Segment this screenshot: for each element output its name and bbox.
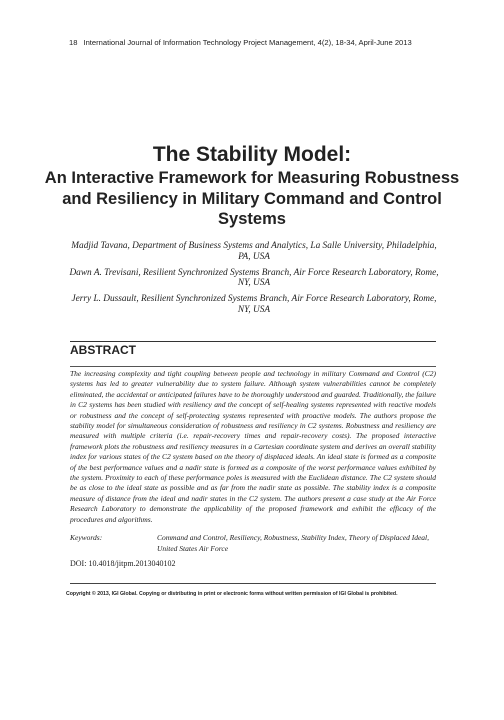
divider xyxy=(70,366,436,367)
running-header xyxy=(69,38,449,47)
keywords-label: Keywords: xyxy=(70,533,103,542)
author-affiliation: Madjid Tavana, Department of Business Systems and Analytics, La Salle University, Philadelphia, PA, USA xyxy=(71,241,437,262)
divider xyxy=(70,341,436,342)
abstract-heading: ABSTRACT xyxy=(70,343,136,357)
author-affiliation: Jerry L. Dussault, Resilient Synchronized Systems Branch, Air Force Research Laboratory, Rome, NY, USA xyxy=(71,294,437,315)
journal-citation: International Journal of Information Technology Project Management, 4(2), 18-34, April-June 2013 xyxy=(83,38,412,47)
keywords-list: Command and Control, Resiliency, Robustness, Stability Index, Theory of Displaced Ideal, United States Air Force xyxy=(157,533,429,553)
author-list xyxy=(66,241,442,321)
author-affiliation: Dawn A. Trevisani, Resilient Synchronized Systems Branch, Air Force Research Laboratory, Rome, NY, USA xyxy=(69,267,439,289)
doi-link[interactable]: DOI: 10.4018/jitpm.2013040102 xyxy=(70,559,176,568)
page-number: 18 xyxy=(69,38,78,47)
copyright-notice: Copyright © 2013, IGI Global. Copying or distributing in print or electronic forms without written permission of IGI Global is prohibited. xyxy=(66,591,398,597)
abstract-body: The increasing complexity and tight coupling between people and technology in military Command and Control (C2) systems has led to greater vulnerability due to system failure. Although system vulnerabilities cannot be completely eliminated, the accidental or anticipated failures have to be thoroughly understood and guarded. Traditionally, the failure in C2 systems has been studied with resiliency and the concept of self-healing systems represented with reactive models or robustness and the concept of self-protecting systems represented with proactive models. The authors propose the stability model for simultaneous consideration of robustness and resiliency in C2 systems. Robustness and resiliency are measured with multiple criteria (i.e. repair-recovery times and repair-recovery costs). The proposed interactive framework plots the robustness and resiliency measures in a Cartesian coordinate system and derives an overall stability index for various states of the C2 system based on the theory of displaced ideals. An ideal state is formed as a composite of the best performance values and a nadir state is formed as a composite of the worst performance values exhibited by the system. Proximity to each of these performance poles is measured with the Euclidean distance. The C2 system should be as close to the ideal state as possible and as far from the nadir state as possible. The stability index is a composite measure of distance from the ideal and nadir states in the C2 system. The authors present a case study at the Air Force Research Laboratory to demonstrate the applicability of the proposed framework and exhibit the efficacy of the procedures and algorithms. xyxy=(70,369,436,524)
divider xyxy=(70,583,436,584)
paper-title: The Stability Model: xyxy=(152,143,352,166)
paper-subtitle: An Interactive Framework for Measuring Robustness and Resiliency in Military Command and Control Systems xyxy=(44,169,460,228)
